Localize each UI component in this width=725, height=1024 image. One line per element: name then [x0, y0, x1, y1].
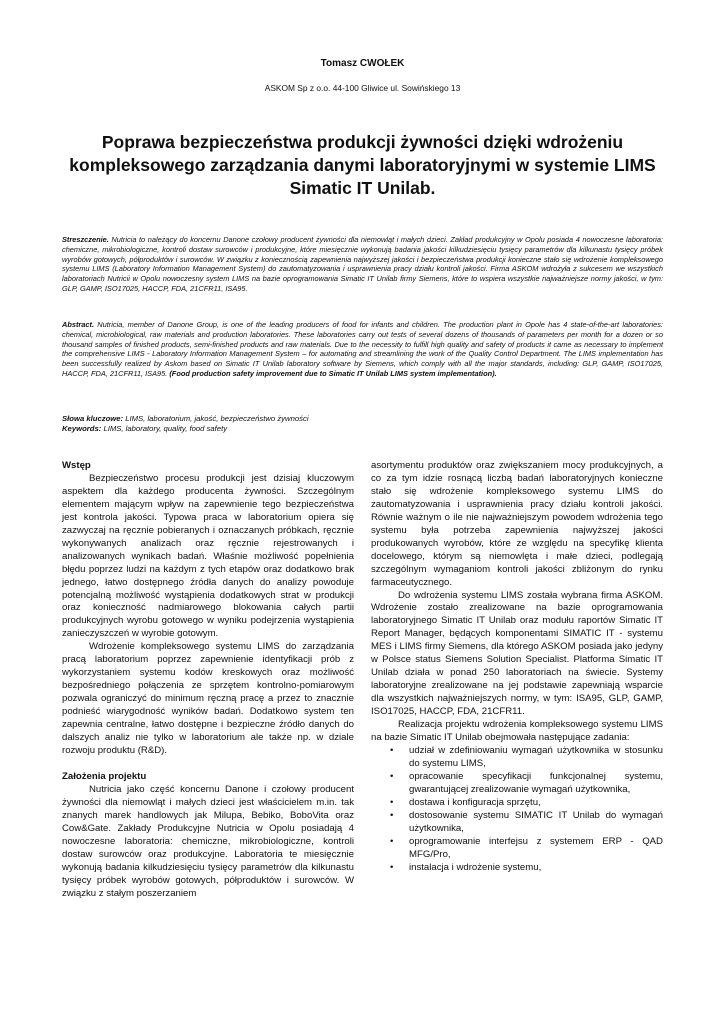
bullet-icon: • — [390, 861, 394, 873]
author-name: Tomasz CWOŁEK — [320, 58, 405, 69]
keywords-pl — [62, 414, 663, 424]
bullet-icon: • — [390, 809, 394, 821]
list-item: • oprogramowanie interfejsu z systemem ERP - QAD MFG/Pro, — [390, 835, 663, 860]
keywords-en — [62, 424, 663, 434]
abstract-text: Nutricia, member of Danone Group, is one of the leading producers of food for infants and children. The production plant in Opole has 4 state-of-the-art laboratories: chemical, microbiological, raw materials and production laboratories. These laboratories carry out tests of several dozens of thousands of parameters per month for a dozen or so thousand samples of finished products, semi-finished products and raw materials. Due to the necessity to fulfill high quality and safety of products it came as necessary to implement the comprehensive LIMS - Laboratory Information Management System – for automating and streamlining the work of the Quality Control Department. The LIMS implementation has been successfully realized by Askom based on Simatic IT Unilab laboratory software by Siemens, which comply with all the major standards, including: GLP, GAMP, ISO17025, HACCP, FDA, 21CFR11, ISA95. — [62, 320, 663, 378]
author-affiliation: ASKOM Sp z o.o. 44-100 Gliwice ul. Sowińskiego 13 — [264, 83, 461, 93]
list-item: • opracowanie specyfikacji funkcjonalnej systemu, gwarantującej zrealizowanie wymagań użytkownika, — [390, 770, 663, 795]
paper-title: Poprawa bezpieczeństwa produkcji żywności dzięki wdrożeniu kompleksowego zarządzania danymi laboratoryjnymi w systemie LIMS Simatic IT Unilab. — [69, 132, 656, 198]
streszczenie-text: Nutricia to należący do koncernu Danone czołowy producent żywności dla niemowląt i małych dzieci. Zakład produkcyjny w Opolu posiada 4 nowoczesne laboratoria: chemiczne, mikrobiologiczne, kontroli dostaw surowców i produkcyjne, które miesięcznie wykonują badania jakości kilkudziesięciu tysięcy parametrów dla kilkunastu tysięcy próbek wyrobów gotowych, półproduktów i surowców. W związku z koniecznością zapewnienia najwyższej jakości i bezpieczeństwa produkcji konieczne stało się wdrożenie kompleksowego systemu LIMS (Laboratory Information Management System) do zautomatyzowania i usprawnienia pracy działu kontroli jakości. Firma ASKOM wdrożyła z sukcesem we wszystkich laboratoriach Nutricii w Opolu nowoczesny system LIMS na bazie oprogramowania Simatic IT Unilab firmy Siemens, które to wspiera wszystkie najważniejsze normy jakości, w tym: GLP, GAMP, ISO17025, HACCP, FDA, 21CFR11, ISA95. — [62, 235, 663, 293]
bullet-icon: • — [390, 770, 394, 782]
keywords-pl-label: Słowa kluczowe: — [62, 414, 124, 423]
bullet-icon: • — [390, 835, 394, 847]
right-column — [371, 460, 663, 875]
list-item: • udział w zdefiniowaniu wymagań użytkownika w stosunku do systemu LIMS, — [390, 744, 663, 769]
left-column — [62, 460, 354, 900]
spacer — [62, 758, 354, 771]
abstract-block — [62, 320, 663, 379]
keywords-en-label: Keywords: — [62, 424, 102, 433]
paragraph: Realizacja projektu wdrożenia kompleksowego systemu LIMS na bazie Simatic IT Unilab obejmowała następujące zadania: — [371, 719, 663, 744]
bullet-icon: • — [390, 744, 394, 756]
streszczenie-block — [62, 235, 663, 294]
streszczenie-label: Streszczenie. — [62, 235, 109, 244]
list-item: • instalacja i wdrożenie systemu, — [390, 861, 542, 873]
paragraph: Wdrożenie kompleksowego systemu LIMS do zarządzania pracą laboratorium poprzez zapewnienie identyfikacji prób z wykorzystaniem systemu kodów kreskowych oraz możliwość bezpośredniego połączenia ze sprzętem kontrolno-pomiarowym pozwala ograniczyć do minimum ręczną pracę a przez to znacznie podnieść wiarygodność wyników badań. Dodatkowo system ten zapewnia centralne, łatwo dostępne i bezpieczne źródło danych do dalszych analiz nie tylko w laboratorium ale także np. w dziale rozwoju produktu (R&D). — [62, 641, 354, 756]
list-item: • dostawa i konfiguracja sprzętu, — [390, 796, 541, 808]
list-item: • dostosowanie systemu SIMATIC IT Unilab do wymagań użytkownika, — [390, 809, 663, 834]
paragraph: asortymentu produktów oraz zwiększaniem mocy produkcyjnych, a co za tym idzie rosnącą liczbą badań laboratoryjnych konieczne stało się wdrożenie kompleksowego systemu LIMS do zautomatyzowania i usprawnienia pracy działu kontroli jakości. Równie ważnym o ile nie najważniejszym powodem wdrożenia tego systemu była potrzeba zapewnienia najwyższej jakości produkowanych wyrobów, które ze względu na specyfikę klienta docelowego, którym są niemowlęta i małe dzieci, podlegają szczególnym wymaganiom kontroli jakości zbliżonym do rynku farmaceutycznego. — [371, 460, 663, 588]
abstract-english-title: (Food production safety improvement due to Simatic IT Unilab LIMS system implementation). — [167, 368, 497, 378]
bullet-icon: • — [390, 796, 394, 808]
section-heading-zalozenia: Założenia projektu — [62, 770, 147, 782]
keywords-en-text: LIMS, laboratory, quality, food safety — [101, 424, 228, 433]
abstract-label: Abstract. — [62, 320, 95, 329]
keywords-pl-text: LIMS, laboratorium, jakość, bezpieczeństwo żywności — [123, 414, 309, 423]
task-list — [371, 745, 663, 875]
paragraph: Nutricia jako część koncernu Danone i czołowy producent żywności dla niemowląt i małych dzieci jest właścicielem m.in. tak znanych marek handlowych jak Milupa, Bebiko, BoboVita oraz Cow&Gate. Zakłady Produkcyjne Nutricia w Opolu posiadają 4 nowoczesne laboratoria: chemiczne, mikrobiologiczne, kontroli dostaw surowców oraz produkcyjne. Laboratoria te miesięcznie wykonują badania kilkudziesięciu tysięcy parametrów dla kilkunastu tysięcy próbek wyrobów gotowych, półproduktów i surowców. W związku z stałym poszerzaniem — [62, 783, 354, 899]
paragraph: Do wdrożenia systemu LIMS została wybrana firma ASKOM. Wdrożenie zostało zrealizowane na bazie oprogramowania laboratoryjnego Simatic IT Unilab oraz modułu raportów Simatic IT Report Manager, będących komponentami SIMATIC IT - systemu MES i LIMS firmy Siemens, dla którego ASKOM posiada jako jedyny w Polsce status Siemens Solution Specialist. Platforma Simatic IT Unilab działa w ponad 250 laboratoriach na świecie. Systemy laboratoryjne zrealizowane na jej podstawie zapewniają wsparcie dla wszystkich najważniejszych normy, w tym: ISA95, GLP, GAMP, ISO17025, HACCP, FDA, 21CFR11. — [371, 589, 663, 718]
section-heading-wstep: Wstęp — [62, 460, 91, 471]
paragraph: Bezpieczeństwo procesu produkcji jest dzisiaj kluczowym aspektem dla każdego producenta żywności. Szczególnym elementem mającym wpływ na zapewnienie tego bezpieczeństwa jest kontrola jakości. Typowa praca w laboratorium opiera się zazwyczaj na ręcznie pobieranych i oznaczanych próbkach, ręcznie wykonywanych analizach oraz ręcznie rejestrowanych i analizowanych wynikach badań. Właśnie możliwość popełnienia błędu poprzez ludzi na każdym z tych etapów oraz dodatkowo brak jednego, łatwo dostępnego źródła danych do analizy powoduje potencjalną możliwość wystąpienia dodatkowych strat w produkcji oraz konieczność nadmiarowego blokowania całych partii produkcyjnych wyrobu gotowego w wyniku podejrzenia wystąpienia zanieczyszczeń w wyrobie gotowym. — [62, 472, 354, 640]
